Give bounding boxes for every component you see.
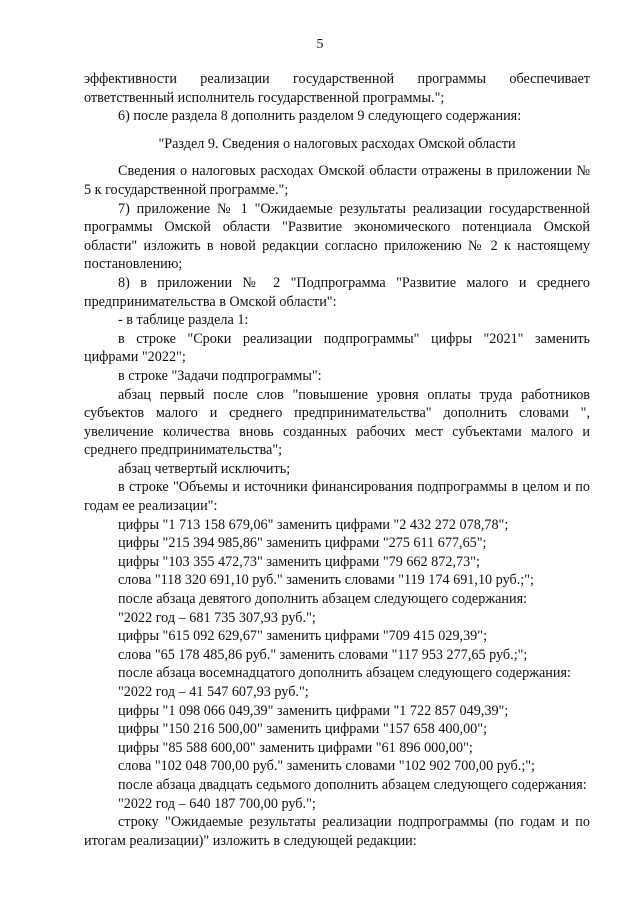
paragraph: цифры "85 588 600,00" заменить цифрами "61 896 000,00";: [118, 739, 473, 756]
paragraph: строку "Ожидаемые результаты реализации подпрограммы (по годам и по итогам реализации)" изложить в следующей редакции:: [84, 814, 590, 849]
paragraph: 6) после раздела 8 дополнить разделом 9 следующего содержания:: [118, 108, 522, 125]
page-number: 5: [316, 37, 324, 52]
paragraph: цифры "215 394 985,86" заменить цифрами "275 611 677,65";: [118, 535, 487, 552]
paragraph: в строке "Задачи подпрограммы":: [118, 367, 322, 384]
paragraph: в строке "Сроки реализации подпрограммы" цифры "2021" заменить цифрами "2022";: [84, 330, 590, 366]
paragraph: "2022 год – 681 735 307,93 руб.";: [118, 609, 316, 626]
paragraph: "2022 год – 41 547 607,93 руб.";: [118, 684, 309, 700]
paragraph: абзац первый после слов "повышение уровня оплаты труда работников субъектов малого и среднего предпринимательства" дополнить словами ", увеличение количества вновь созданных рабочих мест субъектами малого и среднего предпринимательства";: [84, 386, 590, 459]
paragraph: Сведения о налоговых расходах Омской области отражены в приложении № 5 к государственной программе.";: [84, 163, 590, 198]
paragraph: цифры "150 216 500,00" заменить цифрами "157 658 400,00";: [118, 721, 488, 738]
paragraph: цифры "1 098 066 049,39" заменить цифрами "1 722 857 049,39";: [118, 702, 509, 719]
paragraph: слова "118 320 691,10 руб." заменить словами "119 174 691,10 руб.;";: [118, 572, 534, 589]
section-heading: "Раздел 9. Сведения о налоговых расходах Омской области: [158, 135, 516, 152]
paragraph: - в таблице раздела 1:: [118, 312, 249, 329]
paragraph: слова "65 178 485,86 руб." заменить словами "117 953 277,65 руб.;";: [118, 646, 528, 663]
paragraph: эффективности реализации государственной программы обеспечивает ответственный исполнитель государственной программы.";: [84, 71, 590, 106]
paragraph: слова "102 048 700,00 руб." заменить словами "102 902 700,00 руб.;";: [118, 758, 535, 775]
paragraph: 7) приложение № 1 "Ожидаемые результаты реализации государственной программы Омской области "Развитие экономического потенциала Омской области" изложить в новой редакции согласно приложению № 2 к настоящему постановлению;: [84, 200, 590, 273]
paragraph: в строке "Объемы и источники финансирования подпрограммы в целом и по годам ее реализации":: [84, 479, 590, 515]
paragraph: абзац четвертый исключить;: [118, 460, 291, 477]
paragraph: 8) в приложении № 2 "Подпрограмма "Развитие малого и среднего предпринимательства в Омской области":: [84, 274, 590, 310]
paragraph: "2022 год – 640 187 700,00 руб.";: [118, 795, 316, 812]
paragraph: цифры "615 092 629,67" заменить цифрами "709 415 029,39";: [118, 628, 488, 645]
paragraph: цифры "1 713 158 679,06" заменить цифрами "2 432 272 078,78";: [118, 516, 509, 533]
paragraph: после абзаца двадцать седьмого дополнить абзацем следующего содержания:: [118, 776, 587, 793]
paragraph: цифры "103 355 472,73" заменить цифрами "79 662 872,73";: [118, 553, 480, 570]
paragraph: после абзаца восемнадцатого дополнить абзацем следующего содержания:: [118, 665, 571, 682]
document-body: [84, 70, 590, 850]
paragraph: после абзаца девятого дополнить абзацем следующего содержания:: [118, 591, 528, 608]
